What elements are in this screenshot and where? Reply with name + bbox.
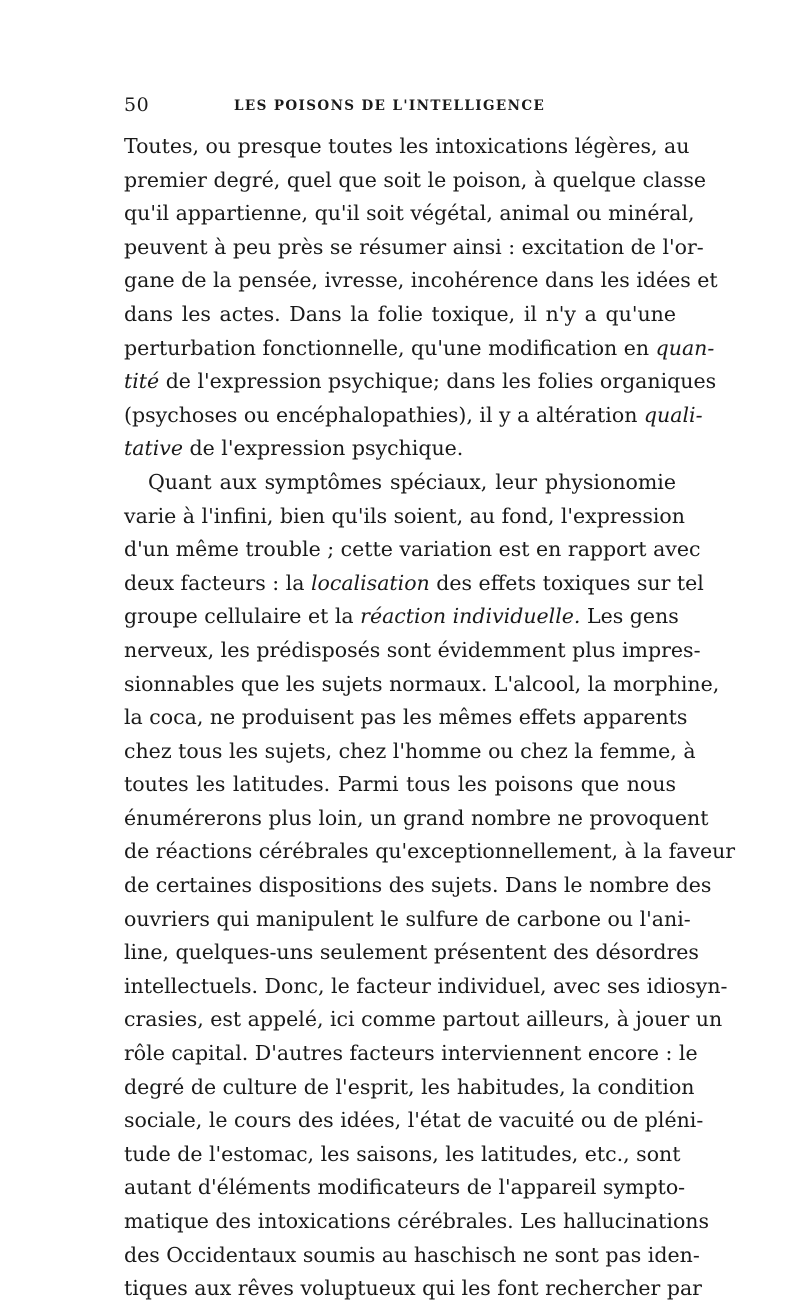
italic-text: localisation xyxy=(310,570,430,595)
text-segment: chez tous les sujets, chez l'homme ou chez la femme, à xyxy=(124,738,696,763)
text-segment: tude de l'estomac, les saisons, les latitudes, etc., sont xyxy=(124,1141,681,1166)
running-title: LES POISONS DE L'INTELLIGENCE xyxy=(234,98,546,114)
text-line xyxy=(124,130,690,164)
text-line xyxy=(124,903,691,937)
text-segment: Quant aux symptômes spéciaux, leur physionomie xyxy=(148,469,676,494)
text-segment: de l'expression psychique; dans les folies organiques xyxy=(159,369,717,394)
text-segment: de certaines dispositions des sujets. Dans le nombre des xyxy=(124,873,712,898)
text-line xyxy=(124,231,704,265)
text-line xyxy=(124,332,715,366)
text-segment: groupe cellulaire et la xyxy=(124,604,361,629)
text-segment: intellectuels. Donc, le facteur individuel, avec ses idiosyn- xyxy=(124,973,728,998)
text-line xyxy=(124,936,699,970)
text-segment: premier degré, quel que soit le poison, à quelque classe xyxy=(124,167,706,192)
text-line xyxy=(124,1104,704,1138)
italic-text: quan- xyxy=(655,335,715,360)
text-line xyxy=(124,835,736,869)
text-line xyxy=(124,802,709,836)
text-line xyxy=(124,600,679,634)
italic-text: quali- xyxy=(643,402,703,427)
text-segment: gane de la pensée, ivresse, incohérence dans les idées et xyxy=(124,268,718,293)
text-segment: énumérerons plus loin, un grand nombre ne provoquent xyxy=(124,805,709,830)
text-segment: peuvent à peu près se résumer ainsi : excitation de l'or- xyxy=(124,234,704,259)
text-segment: d'un même trouble ; cette variation est en rapport avec xyxy=(124,537,701,562)
text-line xyxy=(124,365,717,399)
text-segment: (psychoses ou encéphalopathies), il y a altération xyxy=(124,402,644,427)
text-line xyxy=(124,768,676,802)
text-line xyxy=(124,432,676,466)
text-line xyxy=(124,1205,710,1239)
text-line xyxy=(124,298,676,332)
text-line xyxy=(124,1239,700,1273)
text-segment: la coca, ne produisent pas les mêmes effets apparents xyxy=(124,705,688,730)
body-text xyxy=(124,130,736,1306)
text-line xyxy=(124,735,696,769)
text-segment: deux facteurs : la xyxy=(124,570,311,595)
text-segment: crasies, est appelé, ici comme partout ailleurs, à jouer un xyxy=(124,1007,723,1032)
text-line xyxy=(124,1037,698,1071)
text-segment: des Occidentaux soumis au haschisch ne sont pas iden- xyxy=(124,1242,700,1267)
italic-text: réaction individuelle. xyxy=(360,604,581,629)
text-line xyxy=(124,567,704,601)
text-segment: de réactions cérébrales qu'exceptionnellement, à la faveur xyxy=(124,839,736,864)
text-line xyxy=(124,197,695,231)
text-line xyxy=(124,1071,695,1105)
text-line xyxy=(124,869,712,903)
text-line xyxy=(124,634,701,668)
text-line xyxy=(124,466,676,500)
text-segment: de l'expression psychique. xyxy=(182,436,464,461)
text-segment: sionnables que les sujets normaux. L'alcool, la morphine, xyxy=(124,671,720,696)
text-segment: toutes les latitudes. Parmi tous les poisons que nous xyxy=(124,772,676,797)
text-line xyxy=(124,500,685,534)
text-segment: nerveux, les prédisposés sont évidemment plus impres- xyxy=(124,637,701,662)
text-segment: degré de culture de l'esprit, les habitudes, la condition xyxy=(124,1074,695,1099)
text-line xyxy=(124,164,706,198)
text-segment: matique des intoxications cérébrales. Les hallucinations xyxy=(124,1209,710,1233)
text-segment: Toutes, ou presque toutes les intoxications légères, au xyxy=(124,134,690,158)
text-segment: des effets toxiques sur tel xyxy=(429,570,704,595)
page-number: 50 xyxy=(124,94,150,116)
text-segment: autant d'éléments modificateurs de l'appareil sympto- xyxy=(124,1175,686,1200)
text-line xyxy=(124,701,688,735)
text-line xyxy=(124,1171,686,1205)
text-segment: dans les actes. Dans la folie toxique, il n'y a qu'une xyxy=(124,301,676,326)
text-line xyxy=(124,533,701,567)
text-segment: tiques aux rêves voluptueux qui les font rechercher par xyxy=(124,1276,702,1301)
running-head xyxy=(124,94,676,118)
text-line xyxy=(124,1272,702,1306)
text-segment: line, quelques-uns seulement présentent des désordres xyxy=(124,940,699,965)
italic-text: tative xyxy=(124,436,183,461)
text-segment: rôle capital. D'autres facteurs interviennent encore : le xyxy=(124,1041,698,1066)
text-line xyxy=(124,399,703,433)
text-line xyxy=(124,264,718,298)
text-segment: Les gens xyxy=(580,604,679,629)
text-segment: sociale, le cours des idées, l'état de vacuité ou de pléni- xyxy=(124,1108,704,1133)
text-line xyxy=(124,1003,723,1037)
text-segment: perturbation fonctionnelle, qu'une modification en xyxy=(124,335,656,360)
italic-text: tité xyxy=(124,369,160,394)
text-line xyxy=(124,1138,681,1172)
text-segment: varie à l'infini, bien qu'ils soient, au fond, l'expression xyxy=(124,503,685,528)
text-segment: qu'il appartienne, qu'il soit végétal, animal ou minéral, xyxy=(124,201,695,226)
text-segment: ouvriers qui manipulent le sulfure de carbone ou l'ani- xyxy=(124,906,691,931)
text-line xyxy=(124,970,728,1004)
text-line xyxy=(124,668,720,702)
